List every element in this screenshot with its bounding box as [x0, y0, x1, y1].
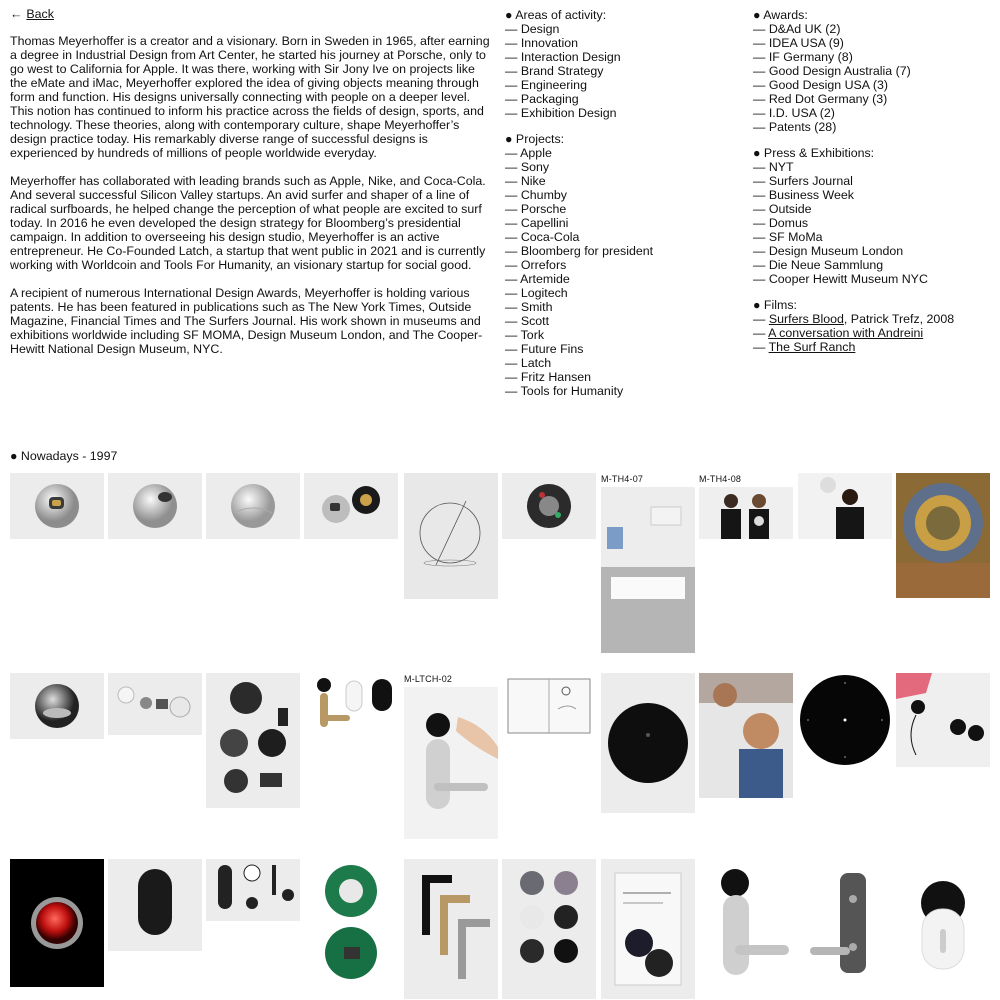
gallery-thumb-chrome-orb[interactable]	[10, 673, 104, 739]
components-image	[206, 859, 300, 921]
room-image	[601, 487, 695, 653]
film-link-conversation-andreini[interactable]: A conversation with Andreini	[768, 326, 924, 340]
film-link-surf-ranch[interactable]: The Surf Ranch	[768, 340, 856, 354]
gallery-thumb-red-eye[interactable]	[10, 859, 104, 987]
award-item: — Patents (28)	[753, 120, 837, 134]
back-link[interactable]	[10, 7, 54, 21]
gallery-thumb-person-holding-orb[interactable]	[798, 473, 892, 539]
gallery-thumb-orb-angle[interactable]	[108, 473, 202, 539]
gallery-thumb-circuit-parts[interactable]	[206, 673, 300, 808]
press-item: — Die Neue Sammlung	[753, 258, 884, 272]
award-item: — Good Design USA (3)	[753, 78, 888, 92]
project-item: — Bloomberg for president	[505, 244, 654, 258]
area-item: — Design	[505, 22, 560, 36]
people-image	[699, 487, 793, 539]
orbs-image	[502, 859, 596, 999]
gallery-thumb-studio-room[interactable]	[601, 487, 695, 653]
press-title: ● Press & Exhibitions:	[753, 146, 875, 160]
project-item: — Sony	[505, 160, 550, 174]
gallery-thumb-notebook[interactable]	[502, 673, 596, 739]
project-item: — Tools for Humanity	[505, 384, 624, 398]
press-item: — Business Week	[753, 188, 855, 202]
clock-image	[798, 673, 892, 767]
people-image	[699, 673, 793, 798]
back-arrow-icon: ←	[10, 7, 23, 21]
orb-image	[10, 473, 104, 539]
projects-title: ● Projects:	[505, 132, 565, 146]
bio-paragraph-3: A recipient of numerous International Design Awards, Meyerhoffer is holding various patents. He has been featured in publications such as The New York Times, Outside Magazine, Financial Times and The Surfers Journal. His work shown in museums and exhibitions worldwide including SF MOMA, Design Museum London, and The Cooper-Hewitt National Design Museum, NYC.	[10, 286, 483, 356]
press-item: — Outside	[753, 202, 812, 216]
film-dash: —	[753, 312, 769, 326]
gallery-thumb-two-people[interactable]	[699, 487, 793, 539]
film-dash: —	[753, 326, 769, 340]
press-item: — Cooper Hewitt Museum NYC	[753, 272, 928, 286]
parts-image	[206, 673, 300, 808]
person-image	[798, 473, 892, 539]
area-item: — Exhibition Design	[505, 106, 617, 120]
project-item: — Orrefors	[505, 258, 567, 272]
film-credit: , Patrick Trefz, 2008	[843, 312, 955, 326]
area-item: — Packaging	[505, 92, 579, 106]
gallery-thumb-smart-lock[interactable]	[896, 859, 990, 987]
gallery-thumb-clock-face[interactable]	[798, 673, 892, 767]
gallery-thumb-lock-internal[interactable]	[798, 859, 892, 987]
project-item: — Logitech	[505, 286, 568, 300]
projects	[505, 132, 745, 398]
press-item: — SF MoMa	[753, 230, 823, 244]
thumb-caption: M-TH4-07	[601, 474, 644, 484]
gallery-thumb-handle-finishes[interactable]	[404, 859, 498, 999]
awards-title: ● Awards:	[753, 8, 808, 22]
lock-image	[896, 859, 990, 987]
award-item: — I.D. USA (2)	[753, 106, 835, 120]
area-item: — Brand Strategy	[505, 64, 604, 78]
press-item: — Domus	[753, 216, 809, 230]
parts-image	[502, 473, 596, 539]
project-item: — Future Fins	[505, 342, 584, 356]
gallery-thumb-green-boards[interactable]	[304, 859, 398, 987]
gallery-thumb-orb-back[interactable]	[206, 473, 300, 539]
sketch-image	[404, 473, 498, 599]
capsule-image	[108, 859, 202, 951]
project-item: — Latch	[505, 356, 552, 370]
gallery-thumb-orb-variants[interactable]	[502, 859, 596, 999]
press-item: — NYT	[753, 160, 794, 174]
exploded-image	[108, 673, 202, 735]
gallery-thumb-sketch[interactable]	[404, 473, 498, 599]
gallery-thumb-exploded-view[interactable]	[108, 673, 202, 735]
lock-image	[699, 859, 793, 987]
gallery-thumb-people-table[interactable]	[699, 673, 793, 798]
award-item: — IF Germany (8)	[753, 50, 853, 64]
gallery-title: ● Nowadays - 1997	[10, 449, 118, 463]
gallery-thumb-latch-lock-hand[interactable]	[404, 687, 498, 839]
gallery-thumb-black-capsule[interactable]	[108, 859, 202, 951]
bio-paragraph-2: Meyerhoffer has collaborated with leading brands such as Apple, Nike, and Coca-Cola. And several successful Silicon Valley startups. An avid surfer and shaper of a line of radical surfboards, he helped change the perception of what people are excited to surf today. In 2016 he even developed the design strategy for Bloomberg’s presidential campaign. In addition to overseeing his design studio, Meyerhoffer is an active entrepreneur. He Co-Founded Latch, a startup that went public in 2021 and is currently working with Worldcoin and Tools For Humanity, an visionary startup for social good.	[10, 174, 486, 272]
films-title: ● Films:	[753, 298, 797, 312]
award-item: — Good Design Australia (7)	[753, 64, 911, 78]
orb-image	[304, 473, 398, 539]
gallery-thumb-dome-fresco[interactable]	[896, 473, 990, 598]
handles-image	[304, 673, 398, 739]
gallery-thumb-orb-parts[interactable]	[502, 473, 596, 539]
thumb-caption: M-TH4-08	[699, 474, 742, 484]
awards	[753, 8, 993, 134]
red-eye-image	[10, 859, 104, 987]
film-dash: —	[753, 340, 769, 354]
area-item: — Engineering	[505, 78, 587, 92]
project-item: — Scott	[505, 314, 550, 328]
project-item: — Chumby	[505, 188, 567, 202]
gallery-thumb-packaging[interactable]	[601, 859, 695, 999]
area-item: — Innovation	[505, 36, 579, 50]
back-label[interactable]: Back	[26, 7, 54, 21]
gallery-thumb-orb-internals[interactable]	[304, 473, 398, 539]
areas-title: ● Areas of activity:	[505, 8, 607, 22]
project-item: — Apple	[505, 146, 552, 160]
boards-image	[304, 859, 398, 987]
project-item: — Smith	[505, 300, 553, 314]
award-item: — Red Dot Germany (3)	[753, 92, 888, 106]
film-item	[753, 340, 993, 354]
films	[753, 298, 993, 354]
award-item: — D&Ad UK (2)	[753, 22, 841, 36]
orb-image	[206, 473, 300, 539]
project-item: — Nike	[505, 174, 546, 188]
awards-press-column	[753, 8, 993, 366]
award-item: — IDEA USA (9)	[753, 36, 844, 50]
areas-projects-column	[505, 8, 745, 410]
film-item	[753, 326, 993, 340]
orb-image	[108, 473, 202, 539]
press-exhibitions	[753, 146, 993, 286]
gallery-thumb-orb-front[interactable]	[10, 473, 104, 539]
film-item	[753, 312, 993, 326]
film-link-surfers-blood[interactable]: Surfers Blood	[768, 312, 844, 326]
project-item: — Capellini	[505, 216, 569, 230]
press-item: — Design Museum London	[753, 244, 904, 258]
project-item: — Tork	[505, 328, 545, 342]
handles-image	[404, 859, 498, 999]
pucks-image	[896, 673, 990, 767]
gallery-thumb-black-disc[interactable]	[601, 673, 695, 813]
gallery-thumb-component-set[interactable]	[206, 859, 300, 921]
orb-image	[10, 673, 104, 739]
project-item: — Coca-Cola	[505, 230, 580, 244]
lock-image	[798, 859, 892, 987]
bio-paragraph-1: Thomas Meyerhoffer is a creator and a visionary. Born in Sweden in 1965, after earning a degree in Industrial Design from Art Center, he started his journey at Porsche, only to go west to California for Apple. It was there, working with Sir Jony Ive on projects like the eMate and iMac, Meyerhoffer explored the idea of giving objects meaning through form and function. His designs universally connecting with people on a deeper level. This notion has continued to inform his practice across the fields of design, sports, and technology. These theories, along with contemporary culture, shape Meyerhoffer’s design practice today. His remarkably diverse range of successful designs is experienced by hundreds of millions of people worldwide everyday.	[10, 34, 490, 160]
disc-image	[601, 673, 695, 813]
lock-image	[404, 687, 498, 839]
project-item: — Artemide	[505, 272, 570, 286]
gallery-thumb-door-handles[interactable]	[304, 673, 398, 739]
bio-text	[10, 34, 495, 370]
press-item: — Surfers Journal	[753, 174, 853, 188]
fresco-image	[896, 473, 990, 598]
thumb-caption: M-LTCH-02	[404, 674, 453, 684]
gallery-thumb-desk-pucks[interactable]	[896, 673, 990, 767]
notebook-image	[502, 673, 596, 739]
project-item: — Fritz Hansen	[505, 370, 592, 384]
gallery-thumb-lock-silver[interactable]	[699, 859, 793, 987]
area-item: — Interaction Design	[505, 50, 621, 64]
areas-of-activity	[505, 8, 745, 120]
project-item: — Porsche	[505, 202, 567, 216]
packaging-image	[601, 859, 695, 999]
